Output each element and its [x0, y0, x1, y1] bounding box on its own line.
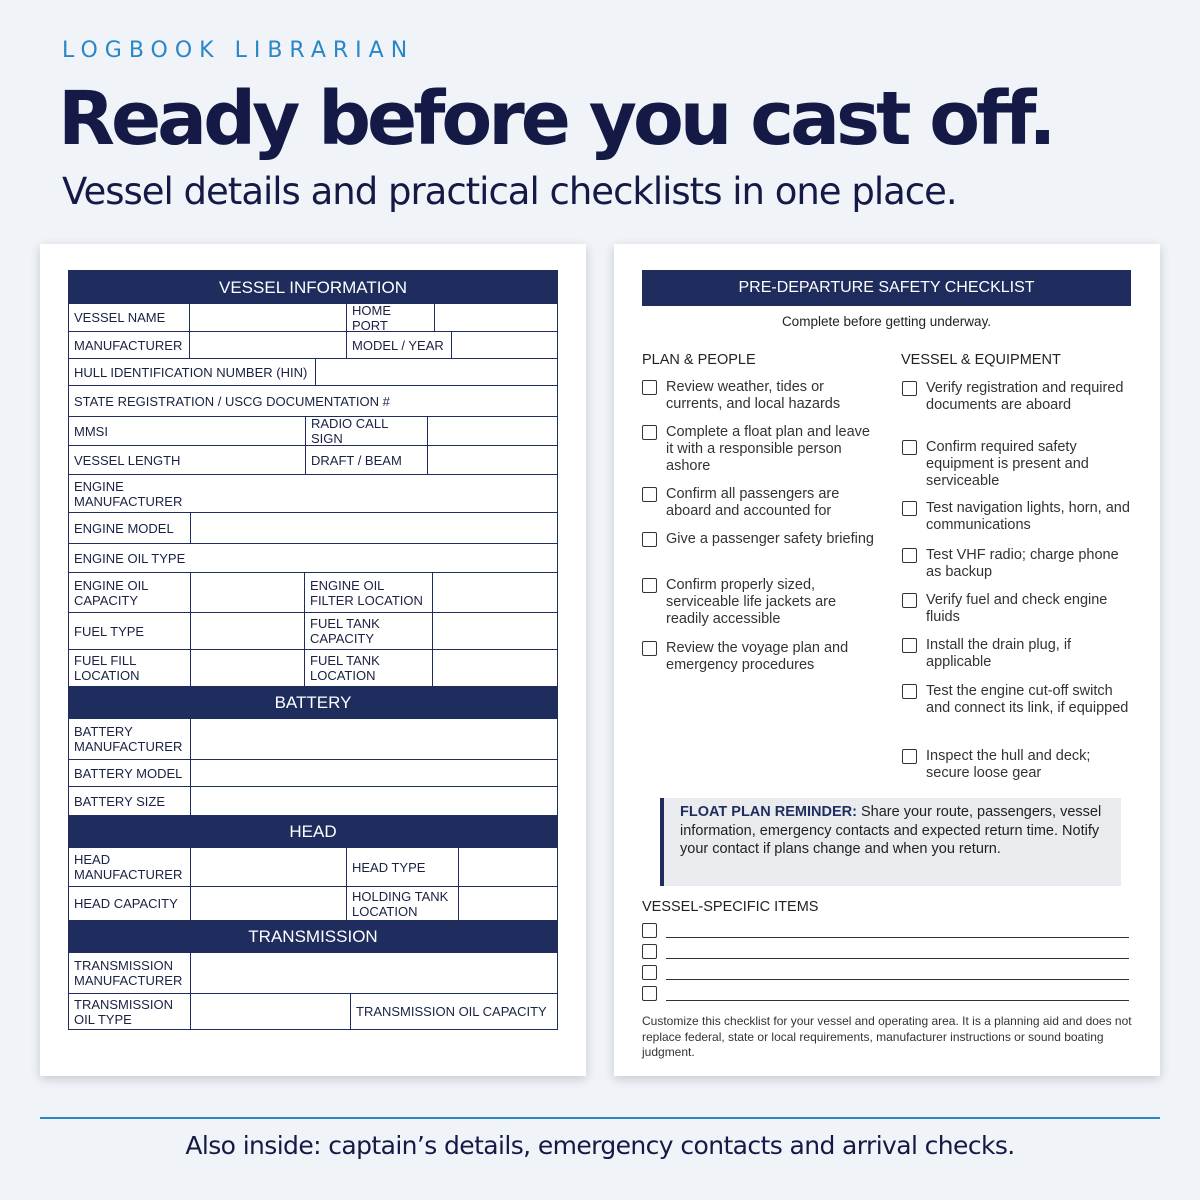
checkbox[interactable] [642, 532, 657, 547]
vessel-specific-row[interactable] [642, 964, 1129, 980]
head-header: HEAD [69, 815, 557, 848]
checklist-item[interactable] [642, 379, 874, 413]
vessel-info-header: VESSEL INFORMATION [69, 271, 557, 304]
checkbox[interactable] [902, 440, 917, 455]
engine-oil-type-label: ENGINE OIL TYPE [74, 550, 186, 566]
draft-beam-label: DRAFT / BEAM [305, 446, 427, 474]
checkbox[interactable] [642, 944, 657, 959]
vessel-info-table [68, 270, 558, 1030]
divider [40, 1117, 1160, 1119]
checkbox[interactable] [642, 965, 657, 980]
checkbox[interactable] [642, 487, 657, 502]
checkbox[interactable] [642, 986, 657, 1001]
engine-oil-filter-label: ENGINE OIL FILTER LOCATION [304, 573, 432, 612]
reminder-label: FLOAT PLAN REMINDER: [680, 804, 857, 820]
head-capacity-label: HEAD CAPACITY [74, 896, 178, 911]
checkbox[interactable] [902, 381, 917, 396]
engine-model-field[interactable] [190, 513, 557, 543]
checklist-item[interactable] [642, 577, 874, 628]
checkbox[interactable] [642, 641, 657, 656]
vessel-specific-heading: VESSEL-SPECIFIC ITEMS [642, 899, 819, 915]
head-capacity-field[interactable] [190, 887, 346, 920]
disclaimer: Customize this checklist for your vessel and operating area. It is a planning aid and does not replace federal, state or local requirements, manufacturer instructions or sound boating judgment. [642, 1014, 1132, 1059]
draft-beam-field[interactable] [427, 446, 557, 474]
transmission-manufacturer-field[interactable] [190, 953, 557, 993]
manufacturer-field[interactable] [189, 332, 346, 358]
radio-call-sign-field[interactable] [427, 417, 557, 445]
brand-name: LOGBOOK LIBRARIAN [62, 38, 415, 63]
fuel-type-label: FUEL TYPE [74, 623, 145, 639]
fuel-tank-capacity-label: FUEL TANK CAPACITY [304, 613, 432, 649]
engine-manufacturer-field[interactable] [184, 475, 557, 512]
checkbox[interactable] [902, 638, 917, 653]
vessel-length-label: VESSEL LENGTH [74, 452, 181, 468]
battery-model-label: BATTERY MODEL [74, 765, 183, 781]
checkbox[interactable] [902, 548, 917, 563]
write-in-line[interactable] [666, 968, 1129, 980]
fuel-fill-location-label: FUEL FILL LOCATION [74, 653, 140, 683]
checklist-item[interactable] [902, 592, 1137, 626]
holding-tank-field[interactable] [458, 887, 557, 920]
reminder-text: Share your route, passengers, vessel information, emergency contacts and expected return time. Notify your contact if plans change and when you return. [680, 804, 1102, 857]
transmission-manufacturer-label: TRANSMISSION MANUFACTURER [74, 958, 183, 988]
transmission-oil-type-field[interactable] [190, 994, 350, 1029]
plan-people-heading: PLAN & PEOPLE [642, 352, 756, 368]
checkbox[interactable] [902, 593, 917, 608]
checklist-item[interactable] [902, 500, 1137, 534]
model-year-label: MODEL / YEAR [346, 332, 451, 358]
checkbox[interactable] [642, 578, 657, 593]
battery-manufacturer-label: BATTERY MANUFACTURER [74, 724, 183, 754]
home-port-label: HOME PORT [346, 304, 434, 331]
radio-call-sign-label: RADIO CALL SIGN [305, 417, 427, 445]
head-manufacturer-field[interactable] [190, 848, 346, 886]
fuel-tank-location-field[interactable] [432, 650, 557, 686]
checklist-item-label: Confirm required safety equipment is present and serviceable [926, 439, 1089, 489]
write-in-line[interactable] [666, 926, 1129, 938]
checklist-item-label: Test navigation lights, horn, and communications [926, 500, 1130, 533]
checklist-item-label: Install the drain plug, if applicable [926, 637, 1072, 670]
write-in-line[interactable] [666, 989, 1129, 1001]
checkbox[interactable] [642, 380, 657, 395]
checklist-item-label: Complete a float plan and leave it with a responsible person ashore [666, 424, 870, 474]
battery-header: BATTERY [69, 686, 557, 719]
checklist-item[interactable] [642, 486, 874, 520]
checklist-item[interactable] [642, 640, 874, 674]
checklist-item-label: Confirm properly sized, serviceable life jackets are readily accessible [666, 577, 837, 627]
vessel-info-page [40, 244, 586, 1076]
mmsi-label: MMSI [74, 423, 108, 439]
engine-oil-capacity-label: ENGINE OIL CAPACITY [74, 577, 148, 608]
checkbox[interactable] [642, 425, 657, 440]
hin-field[interactable] [315, 359, 557, 385]
battery-model-field[interactable] [190, 760, 557, 786]
checklist-item-label: Verify fuel and check engine fluids [926, 592, 1108, 625]
battery-size-field[interactable] [190, 787, 557, 815]
float-plan-reminder [660, 798, 1121, 886]
engine-oil-capacity-field[interactable] [190, 573, 304, 612]
engine-oil-filter-field[interactable] [432, 573, 557, 612]
transmission-header: TRANSMISSION [69, 920, 557, 953]
checklist-item[interactable] [902, 547, 1137, 581]
fuel-tank-capacity-field[interactable] [432, 613, 557, 649]
checklist-item-label: Review weather, tides or currents, and local hazards [666, 379, 841, 412]
manufacturer-label: MANUFACTURER [74, 337, 183, 353]
head-type-field[interactable] [458, 848, 557, 886]
checklist-item-label: Test VHF radio; charge phone as backup [926, 547, 1119, 580]
state-registration-label: STATE REGISTRATION / USCG DOCUMENTATION # [74, 393, 390, 409]
battery-manufacturer-field[interactable] [190, 719, 557, 759]
checklist-item[interactable] [902, 748, 1137, 782]
fuel-type-field[interactable] [190, 613, 304, 649]
checklist-item[interactable] [902, 439, 1137, 490]
engine-model-label: ENGINE MODEL [74, 520, 174, 536]
hin-label: HULL IDENTIFICATION NUMBER (HIN) [74, 364, 308, 380]
checkbox[interactable] [902, 684, 917, 699]
fuel-fill-location-field[interactable] [190, 650, 304, 686]
checkbox[interactable] [642, 923, 657, 938]
holding-tank-label: HOLDING TANK LOCATION [346, 887, 458, 920]
checklist-page [614, 244, 1160, 1076]
model-year-field[interactable] [451, 332, 557, 358]
checklist-item-label: Review the voyage plan and emergency procedures [666, 640, 849, 673]
checkbox[interactable] [902, 501, 917, 516]
checklist-item-label: Confirm all passengers are aboard and accounted for [666, 486, 840, 519]
checklist-subtitle: Complete before getting underway. [781, 314, 992, 329]
engine-manufacturer-label: ENGINE MANUFACTURER [74, 478, 183, 509]
checklist-item[interactable] [642, 531, 874, 548]
checklist-item-label: Inspect the hull and deck; secure loose gear [926, 748, 1091, 781]
vessel-name-field[interactable] [189, 304, 346, 331]
checklist-item[interactable] [902, 380, 1137, 414]
checklist-item-label: Verify registration and required documents are aboard [926, 380, 1124, 413]
head-type-label: HEAD TYPE [346, 848, 458, 886]
headline: Ready before you cast off. [58, 76, 1053, 162]
checklist-item[interactable] [642, 424, 874, 475]
vessel-name-label: VESSEL NAME [74, 310, 166, 325]
checklist-title: PRE-DEPARTURE SAFETY CHECKLIST [642, 270, 1131, 306]
home-port-field[interactable] [434, 304, 557, 331]
transmission-oil-capacity-label: TRANSMISSION OIL CAPACITY [350, 994, 557, 1029]
write-in-line[interactable] [666, 947, 1129, 959]
transmission-oil-type-label: TRANSMISSION OIL TYPE [74, 996, 173, 1027]
checklist-item[interactable] [902, 637, 1137, 671]
checklist-item-label: Give a passenger safety briefing [666, 531, 874, 547]
head-manufacturer-label: HEAD MANUFACTURER [74, 852, 183, 882]
checklist-item-label: Test the engine cut-off switch and connect its link, if equipped [926, 683, 1129, 716]
vessel-specific-row[interactable] [642, 985, 1129, 1001]
fuel-tank-location-label: FUEL TANK LOCATION [304, 650, 432, 686]
battery-size-label: BATTERY SIZE [74, 793, 166, 809]
vessel-specific-row[interactable] [642, 922, 1129, 938]
footer-tagline: Also inside: captain’s details, emergency contacts and arrival checks. [185, 1131, 1015, 1160]
checklist-item[interactable] [902, 683, 1137, 717]
checkbox[interactable] [902, 749, 917, 764]
vessel-equipment-heading: VESSEL & EQUIPMENT [901, 352, 1061, 368]
subheadline: Vessel details and practical checklists in one place. [62, 170, 957, 213]
vessel-specific-row[interactable] [642, 943, 1129, 959]
